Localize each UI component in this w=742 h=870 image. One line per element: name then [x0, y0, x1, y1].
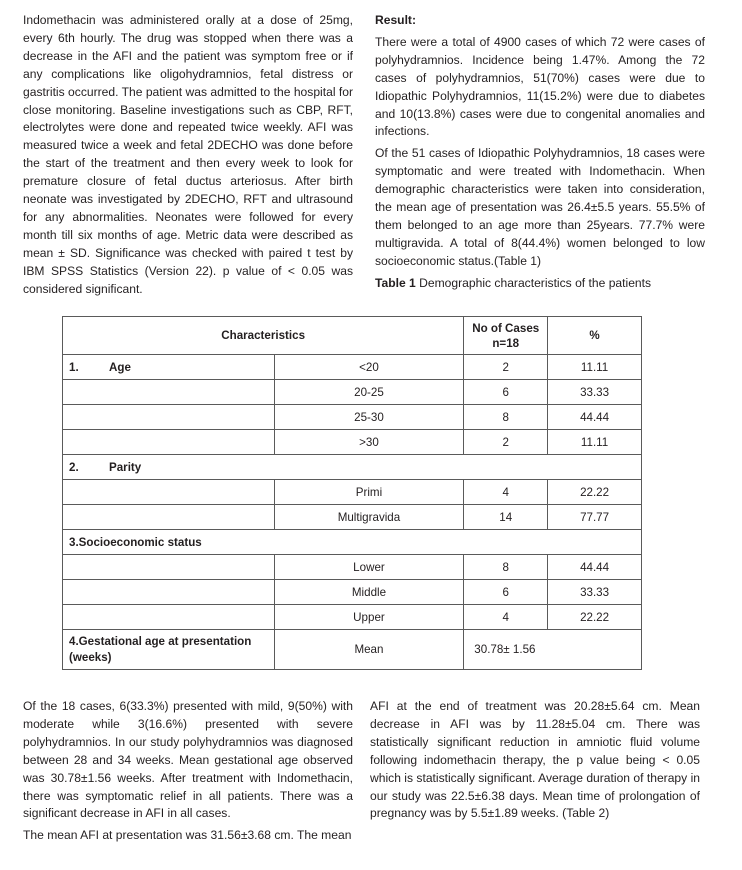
subcategory-cell: Middle	[274, 580, 464, 605]
percent-cell: 44.44	[548, 405, 642, 430]
header-no-of-cases	[464, 317, 548, 355]
table-row	[63, 505, 642, 530]
cases-cell: 6	[464, 380, 548, 405]
left-column-top	[23, 12, 353, 303]
cases-cell: 4	[464, 480, 548, 505]
subcategory-cell: Lower	[274, 555, 464, 580]
cases-cell: 8	[464, 405, 548, 430]
table-row	[63, 480, 642, 505]
header-cases-line2: n=18	[492, 336, 520, 350]
right-column-top	[375, 12, 705, 297]
ga-label-line2: (weeks)	[69, 650, 112, 664]
percent-cell: 11.11	[548, 430, 642, 455]
discussion-paragraph-1: Of the 18 cases, 6(33.3%) presented with mild, 9(50%) with moderate while 3(16.6%) presented with severe polyhydramnios. In our study polyhydramnios was diagnosed between 28 and 34 weeks. Mean gestational age observed was 30.78±1.56 weeks. After treatment with Indomethacin, there was symptomatic relief in all patients. There was a significant decrease in AFI in all cases.	[23, 699, 353, 821]
cases-cell: 2	[464, 355, 548, 380]
result-paragraph-1: There were a total of 4900 cases of which 72 were cases of polyhydramnios. Incidence being 1.47%. Among the 72 cases of polyhydramnios, 51(70%) cases were due to Idiopathic Polyhydramnios, 11(15.2%) were due to diabetes and 10(13.8%) cases were due to congenital anomalies and infections.	[375, 34, 705, 139]
table-header-row	[63, 317, 642, 355]
table-row	[63, 580, 642, 605]
table-row	[63, 630, 642, 670]
group-socioeconomic-label: 3.Socioeconomic status	[63, 530, 642, 555]
cases-cell: 2	[464, 430, 548, 455]
empty-cell	[63, 505, 275, 530]
mean-value-cell: 30.78± 1.56	[464, 630, 642, 670]
afi-paragraph: AFI at the end of treatment was 20.28±5.64 cm. Mean decrease in AFI was by 11.28±5.04 cm. There was statistically significant reduction in amniotic fluid volume following indomethacin therapy, the p value being < 0.05 which is statistically significant. Average duration of therapy in our study was 22.5±6.38 days. Mean time of prolongation of pregnancy was by 5.5±1.89 weeks. (Table 2)	[370, 699, 700, 821]
group-number: 2.	[69, 460, 79, 474]
subcategory-cell: Multigravida	[274, 505, 464, 530]
table-caption	[375, 275, 705, 293]
table-caption-label: Table 1	[375, 275, 416, 290]
methods-paragraph: Indomethacin was administered orally at a dose of 25mg, every 6th hourly. The drug was stopped when there was a decrease in the AFI and the patient was symptom free or if any complications like oligohydramnios, fetal distress or gastritis occurred. The patient was admitted to the hospital for close monitoring. Baseline investigations such as CBP, RFT, electrolytes were done and repeated twice weekly. AFI was measured twice a week and fetal 2DECHO was done before the start of the treatment and then every week to look for premature closure of fetal ductus arteriosus. After birth neonate was investigated by 2DECHO, RFT and ultrasound for any abnormalities. Neonates were followed for every month till six months of age. Metric data were described as mean ± SD. Significance was checked with paired t test by IBM SPSS Statistics (Version 22). p value of < 0.05 was considered significant.	[23, 13, 353, 296]
discussion-paragraph-2: The mean AFI at presentation was 31.56±3.68 cm. The mean	[23, 828, 352, 843]
subcategory-cell: <20	[274, 355, 464, 380]
subcategory-cell: >30	[274, 430, 464, 455]
left-column-bottom	[23, 698, 353, 849]
percent-cell: 33.33	[548, 380, 642, 405]
group-age-label	[63, 355, 275, 380]
percent-cell: 11.11	[548, 355, 642, 380]
table-row	[63, 405, 642, 430]
percent-cell: 22.22	[548, 480, 642, 505]
table-row	[63, 455, 642, 480]
cases-cell: 14	[464, 505, 548, 530]
empty-cell	[63, 380, 275, 405]
empty-cell	[63, 480, 275, 505]
group-parity-label	[63, 455, 642, 480]
subcategory-cell: Mean	[274, 630, 464, 670]
empty-cell	[63, 555, 275, 580]
subcategory-cell: Upper	[274, 605, 464, 630]
right-column-bottom	[370, 698, 700, 827]
table-row	[63, 530, 642, 555]
header-cases-line1: No of Cases	[472, 321, 540, 335]
result-heading: Result:	[375, 13, 416, 27]
table-row	[63, 605, 642, 630]
cases-cell: 8	[464, 555, 548, 580]
empty-cell	[63, 405, 275, 430]
percent-cell: 33.33	[548, 580, 642, 605]
table-row	[63, 430, 642, 455]
group-name: Parity	[109, 460, 142, 474]
percent-cell: 44.44	[548, 555, 642, 580]
empty-cell	[63, 605, 275, 630]
demographics-table	[62, 316, 642, 670]
ga-label-line1: 4.Gestational age at presentation	[69, 634, 252, 648]
table-caption-text: Demographic characteristics of the patients	[415, 275, 652, 290]
empty-cell	[63, 580, 275, 605]
group-gestational-age-label	[63, 630, 275, 670]
cases-cell: 4	[464, 605, 548, 630]
subcategory-cell: 25-30	[274, 405, 464, 430]
empty-cell	[63, 430, 275, 455]
group-name: Age	[109, 360, 131, 374]
percent-cell: 22.22	[548, 605, 642, 630]
result-paragraph-2: Of the 51 cases of Idiopathic Polyhydramnios, 18 cases were symptomatic and were treated with Indomethacin. When demographic characteristics were taken into consideration, the mean age of presentation was 26.4±5.5 years. 55.5% of them belonged to an age more than 25years. 77.7% were multigravida. A total of 8(44.4%) women belonged to low socioeconomic status.(Table 1)	[375, 146, 705, 268]
group-number: 1.	[69, 360, 79, 374]
percent-cell: 77.77	[548, 505, 642, 530]
header-percent: %	[548, 317, 642, 355]
table-row	[63, 555, 642, 580]
table-row	[63, 355, 642, 380]
cases-cell: 6	[464, 580, 548, 605]
subcategory-cell: Primi	[274, 480, 464, 505]
header-characteristics: Characteristics	[63, 317, 464, 355]
subcategory-cell: 20-25	[274, 380, 464, 405]
table-row	[63, 380, 642, 405]
